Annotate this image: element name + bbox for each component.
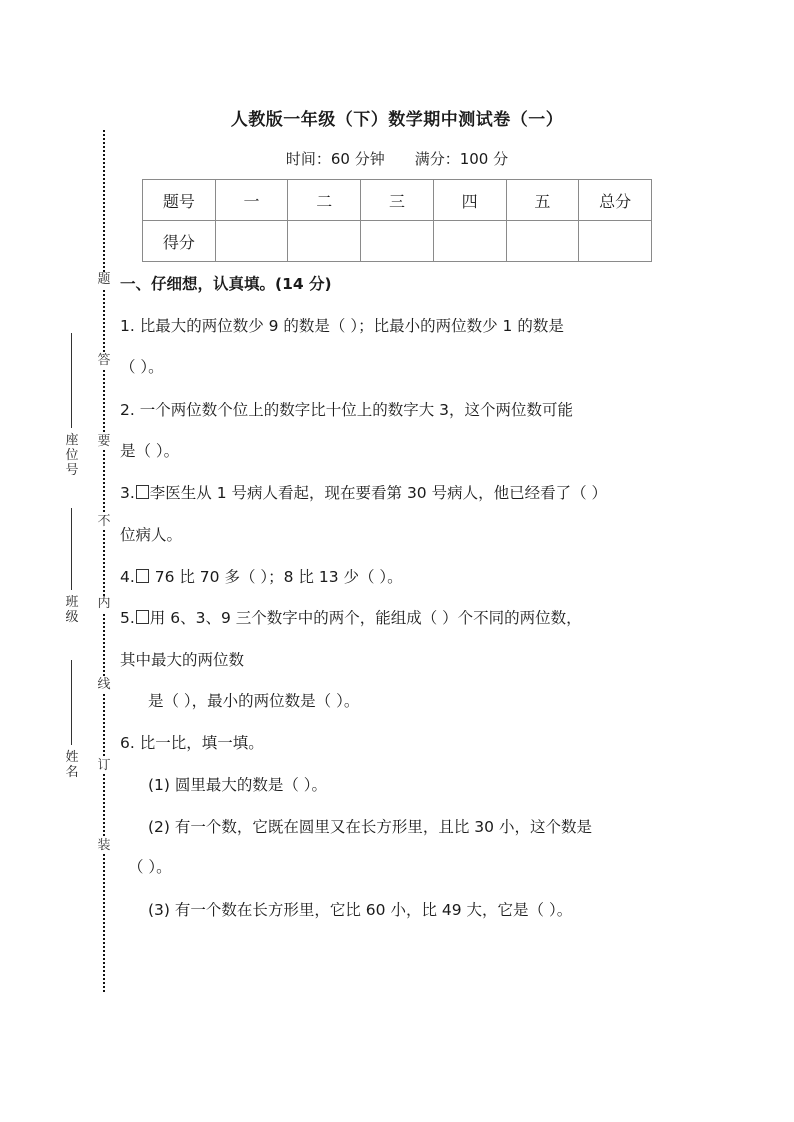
score-cell[interactable] [579,221,652,262]
seat-number-blank[interactable] [71,333,72,428]
page-title: 人教版一年级（下）数学期中测试卷（一） [230,110,564,130]
question-3-text: 李医生从 1 号病人看起，现在要看第 30 号病人，他已经看了（ ） [149,484,608,502]
binding-char: 内 [97,596,111,611]
seat-number-field[interactable] [62,333,82,478]
question-5-line-1 [120,608,582,628]
score-header-cell: 题号 [143,180,216,221]
question-6-part-2-line-1: (2) 有一个数，它既在圆里又在长方形里，且比 30 小，这个数是 [148,818,592,836]
section-heading: 一、仔细想，认真填。(14 分) [120,275,332,293]
question-4-text: 76 比 70 多（ ）；8 比 13 少（ ）。 [149,568,403,586]
name-blank[interactable] [71,660,72,745]
question-5-text: 用 6、3、9 三个数字中的两个，能组成（ ）个不同的两位数， [149,609,582,627]
score-header-cell: 总分 [579,180,652,221]
question-5-line-3: 是（ ），最小的两位数是（ ）。 [148,692,360,710]
question-2-line-1: 2. 一个两位数个位上的数字比十位上的数字大 3，这个两位数可能 [120,401,574,419]
class-blank[interactable] [71,508,72,590]
name-field[interactable] [62,660,82,785]
question-3-line-2: 位病人。 [120,526,183,544]
binding-char: 订 [97,758,111,773]
question-5-number: 5. [120,609,135,627]
score-table-score-row [143,221,652,262]
question-6-part-3: (3) 有一个数在长方形里，它比 60 小，比 49 大，它是（ ）。 [148,901,573,919]
question-6-heading: 6. 比一比，填一填。 [120,734,264,752]
score-table [142,179,652,262]
question-2-line-2: 是（ ）。 [120,442,180,460]
score-cell[interactable] [506,221,579,262]
class-field[interactable] [62,508,82,628]
question-5-line-2: 其中最大的两位数 [120,651,245,669]
binding-dotted-line [103,130,105,992]
binding-char: 不 [97,514,111,529]
score-cell[interactable] [288,221,361,262]
full-score-label: 满分：100 分 [414,150,509,168]
question-3-line-1 [120,483,607,503]
score-header-cell: 二 [288,180,361,221]
seat-number-label: 座位号 [65,433,79,478]
question-1-line-2: （ ）。 [120,358,164,376]
score-cell[interactable] [433,221,506,262]
name-label: 姓名 [65,750,79,780]
score-header-cell: 三 [361,180,434,221]
question-4 [120,567,403,587]
question-1-line-1: 1. 比最大的两位数少 9 的数是（ ）；比最小的两位数少 1 的数是 [120,317,564,335]
checkbox-icon [136,569,149,583]
class-label: 班级 [65,595,79,625]
exam-info [0,148,794,169]
question-6-part-1: (1) 圆里最大的数是（ ）。 [148,776,328,794]
score-header-cell: 五 [506,180,579,221]
binding-char: 答 [97,353,111,368]
question-4-number: 4. [120,568,135,586]
binding-char: 线 [97,677,111,692]
binding-char: 装 [97,838,111,853]
binding-char: 要 [97,434,111,449]
binding-char: 题 [97,272,111,287]
question-6-part-2-line-2: （ ）。 [128,858,172,876]
score-cell[interactable] [215,221,288,262]
score-header-cell: 一 [215,180,288,221]
time-label: 时间：60 分钟 [285,150,385,168]
checkbox-icon [136,485,149,499]
question-3-number: 3. [120,484,135,502]
score-table-header-row [143,180,652,221]
checkbox-icon [136,610,149,624]
score-header-cell: 四 [433,180,506,221]
score-cell[interactable] [361,221,434,262]
score-row-label: 得分 [143,221,216,262]
